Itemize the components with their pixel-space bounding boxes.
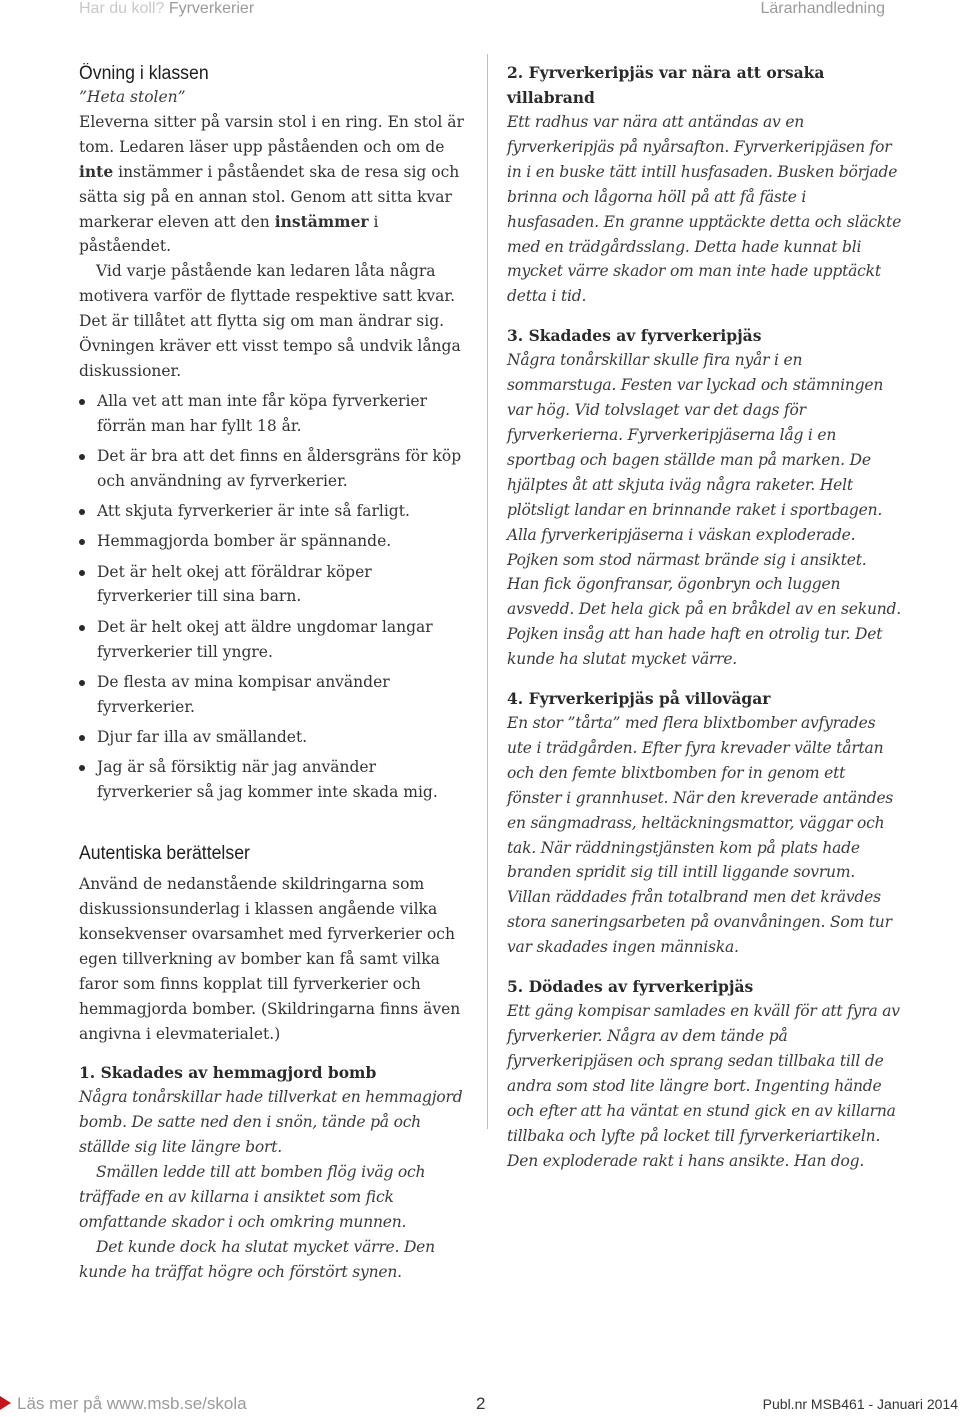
story-2-title: 2. Fyrverkeripjäs var nära att orsaka villabrand [507, 63, 825, 107]
list-item: Jag är så försiktig när jag använder fyrverkerier så jag kommer inte skada mig. [79, 755, 467, 805]
footer-link[interactable] [0, 1394, 247, 1414]
list-item: Det är helt okej att föräldrar köper fyrverkerier till sina barn. [79, 560, 467, 610]
story-3-title: 3. Skadades av fyrverkeripjäs [507, 326, 762, 346]
header-series-title [79, 0, 254, 18]
story-1-title: 1. Skadades av hemmagjord bomb [79, 1063, 377, 1083]
header-doc-type: Lärarhandledning [760, 0, 885, 17]
list-item: De flesta av mina kompisar använder fyrverkerier. [79, 670, 467, 720]
story-4-text: En stor ”tårta” med flera blixtbomber avfyrades ute i trädgården. Efter fyra krevader välte tårtan och den femte blixtbomben for in genom ett fönster i grannhuset. När den kreverade antändes en sängmadrass, heltäckningsmattor, väggar och tak. När räddningstjänsten kom på plats hade branden spridit sig till intill liggande sovrum. Villan räddades från totalbrand men det krävdes stora saneringsarbeten på ovanvåningen. Som tur var skadades ingen människa. [507, 714, 894, 957]
exercise-para-2: Vid varje påstående kan ledaren låta några motivera varför de flyttade respektive satt kvar. Det är tillåtet att flytta sig om man ändrar sig. Övningen kräver ett visst tempo så undvik långa diskussioner. [79, 262, 461, 380]
story-5-text: Ett gäng kompisar samlades en kväll för att fyra av fyrverkerier. Några av dem tände på fyrverkeripjäsen och sprang sedan tillbaka till de andra som stod lite längre bort. Ingenting hände och efter att ha väntat en stund gick en av killarna tillbaka och lyfte på locket till fyrverkeriartikeln. Den exploderade rakt i hans ansikte. Han dog. [507, 1002, 900, 1170]
list-item: Att skjuta fyrverkerier är inte så farligt. [79, 499, 467, 524]
exercise-subtitle: ”Heta stolen” [79, 88, 186, 106]
exercise-para-1: Eleverna sitter på varsin stol i en ring. En stol är tom. Ledaren läser upp påståenden och om de inte instämmer i påståendet ska de resa sig och sätta sig på en annan stol. Genom att sitta kvar markerar eleven att den instämmer i påståendet. [79, 112, 464, 256]
bullet-icon [79, 625, 85, 631]
header-prefix: Har du koll? [79, 0, 165, 17]
left-column [79, 60, 467, 1285]
story-3-text: Några tonårskillar skulle fira nyår i en sommarstuga. Festen var lyckad och stämningen var hög. Vid tolvslaget var det dags för fyrverkerierna. Fyrverkeripjäserna låg i en sportbag och bagen ställde man på marken. De hjälptes åt att skjuta iväg några raketer. Helt plötsligt landar en brinnande raket i sportbagen. Alla fyrverkeripjäserna i väskan exploderade. Pojken som stod närmast brände sig i ansiktet. Han fick ögonfransar, ögonbryn och luggen avsvedd. Det hela gick på en bråkdel av en sekund. Pojken insåg att han hade haft en otrolig tur. Det kunde ha slutat mycket värre. [507, 351, 901, 669]
list-item: Alla vet att man inte får köpa fyrverkerier förrän man har fyllt 18 år. [79, 389, 467, 439]
bullet-icon [79, 680, 85, 686]
stories-heading: Autentiska berättelser [79, 843, 250, 865]
page-header [0, 0, 960, 22]
bullet-icon [79, 765, 85, 771]
story-4-title: 4. Fyrverkeripjäs på villovägar [507, 689, 771, 709]
arrow-right-icon [0, 1396, 11, 1410]
stories-intro: Använd de nedanstående skildringarna som diskussionsunderlag i klassen angående vilka konsekvenser ovarsamhet med fyrverkerier och egen tillverkning av bomber kan få samt vilka faror som finns kopplat till fyrverkerier och hemmagjorda bomber. (Skildringarna finns även angivna i elevmaterialet.) [79, 875, 461, 1043]
story-5-title: 5. Dödades av fyrverkeripjäs [507, 977, 754, 997]
column-divider [487, 54, 488, 1129]
story-1-para-2: Smällen ledde till att bomben flög iväg och träffade en av killarna i ansiktet som fick omfattande skador i och omkring munnen. [79, 1163, 426, 1232]
publication-number: Publ.nr MSB461 - Januari 2014 [762, 1396, 958, 1412]
story-1-para-3: Det kunde dock ha slutat mycket värre. Den kunde ha träffat högre och förstört synen. [79, 1237, 435, 1281]
bullet-icon [79, 399, 85, 405]
bullet-icon [79, 454, 85, 460]
list-item: Hemmagjorda bomber är spännande. [79, 529, 467, 554]
footer-link-text[interactable]: Läs mer på www.msb.se/skola [17, 1394, 247, 1413]
right-column [507, 60, 902, 1173]
bullet-icon [79, 570, 85, 576]
exercise-heading: Övning i klassen [79, 63, 209, 84]
bullet-icon [79, 509, 85, 515]
story-2-text: Ett radhus var nära att antändas av en fyrverkeripjäs på nyårsafton. Fyrverkeripjäsen for in i en buske tätt intill husfasaden. Busken började brinna och lågorna höll på att få fäste i husfasaden. En granne upptäckte detta och släckte med en trädgårdsslang. Detta hade kunnat bli mycket värre skador om man inte hade upptäckt detta i tid. [507, 113, 902, 306]
list-item: Djur far illa av smällandet. [79, 725, 467, 750]
page-footer [0, 1392, 960, 1417]
page-number: 2 [476, 1394, 486, 1413]
list-item: Det är bra att det finns en åldersgräns för köp och användning av fyrverkerier. [79, 444, 467, 494]
list-item: Det är helt okej att äldre ungdomar langar fyrverkerier till yngre. [79, 615, 467, 665]
header-topic: Fyrverkerier [164, 0, 255, 17]
bullet-icon [79, 539, 85, 545]
statement-list [79, 389, 467, 805]
story-1-para-1: Några tonårskillar hade tillverkat en hemmagjord bomb. De satte ned den i snön, tände på och ställde sig lite längre bort. [79, 1088, 463, 1157]
bullet-icon [79, 735, 85, 741]
